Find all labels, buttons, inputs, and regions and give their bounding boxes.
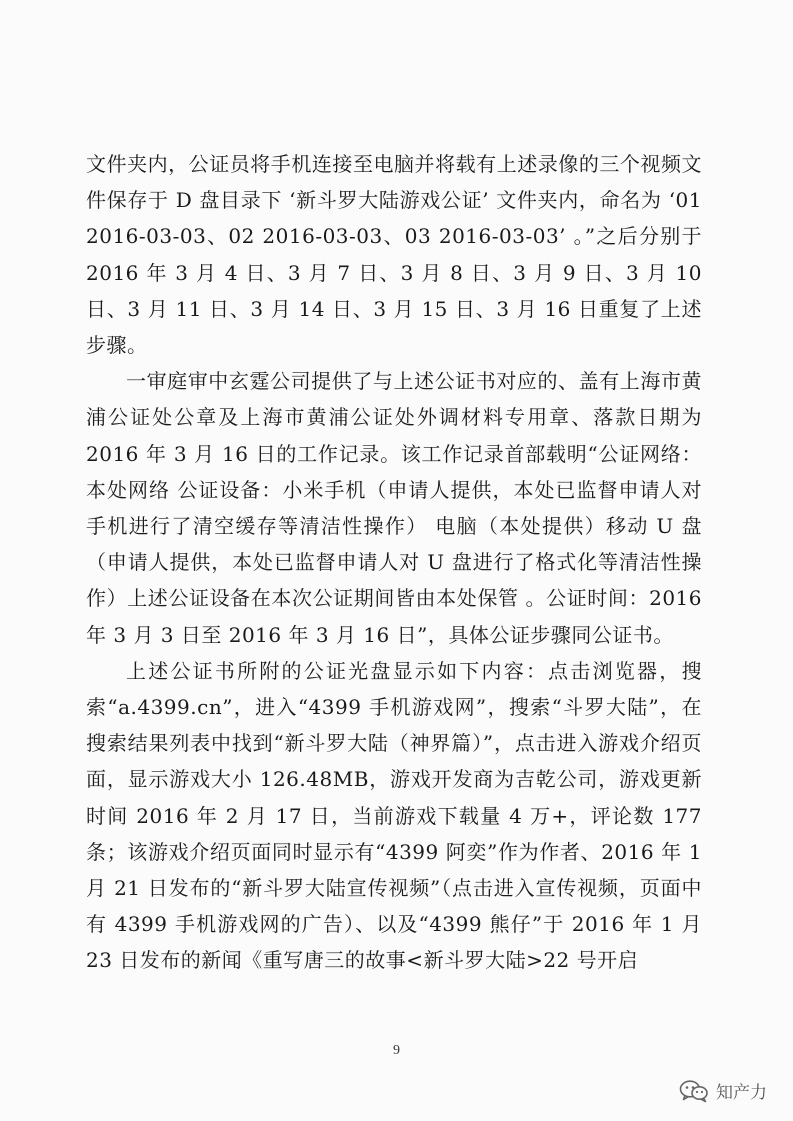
paragraph-1: 文件夹内，公证员将手机连接至电脑并将载有上述录像的三个视频文件保存于 D 盘目录下 ‘新斗罗大陆游戏公证’ 文件夹内，命名为 ‘01 2016-03-03、02 2016-03-03、03 2016-03-03’ 。”之后分别于 2016 年 3 月 4 日、3 月 7 日、3 月 8 日、3 月 9 日、3 月 10 日、3 月 11 日、3 月 14 日、3 月 15 日、3 月 16 日重复了上述步骤。 <box>86 152 702 358</box>
watermark <box>679 1078 767 1103</box>
watermark-label: 知产力 <box>716 1083 767 1103</box>
wechat-icon <box>679 1079 709 1103</box>
paragraph-2: 一审庭审中玄霆公司提供了与上述公证书对应的、盖有上海市黄浦公证处公章及上海市黄浦公证处外调材料专用章、落款日期为 2016 年 3 月 16 日的工作记录。该工作记录首部载明“公证网络：本处网络 公证设备：小米手机（申请人提供，本处已监督申请人对手机进行了清空缓存等清洁性操作） 电脑（本处提供）移动 U 盘（申请人提供，本处已监督申请人对 U 盘进行了格式化等清洁性操作）上述公证设备在本次公证期间皆由本处保管 。公证时间：2016 年 3 月 3 日至 2016 年 3 月 16 日”，具体公证步骤同公证书。 <box>86 369 702 647</box>
paragraph-3: 上述公证书所附的公证光盘显示如下内容：点击浏览器，搜索“a.4399.cn”，进入“4399 手机游戏网”，搜索“斗罗大陆”，在搜索结果列表中找到“新斗罗大陆（神界篇）”，点击进入游戏介绍页面，显示游戏大小 126.48MB，游戏开发商为吉乾公司，游戏更新时间 2016 年 2 月 17 日，当前游戏下载量 4 万+，评论数 177 条；该游戏介绍页面同时显示有“4399 阿奕”作为作者、2016 年 1 月 21 日发布的“新斗罗大陆宣传视频”（点击进入宣传视频，页面中有 4399 手机游戏网的广告）、以及“4399 熊仔”于 2016 年 1 月 23 日发布的新闻《重写唐三的故事<新斗罗大陆>22 号开启 <box>86 658 702 973</box>
document-body <box>86 146 702 979</box>
page-number: 9 <box>393 1043 400 1058</box>
